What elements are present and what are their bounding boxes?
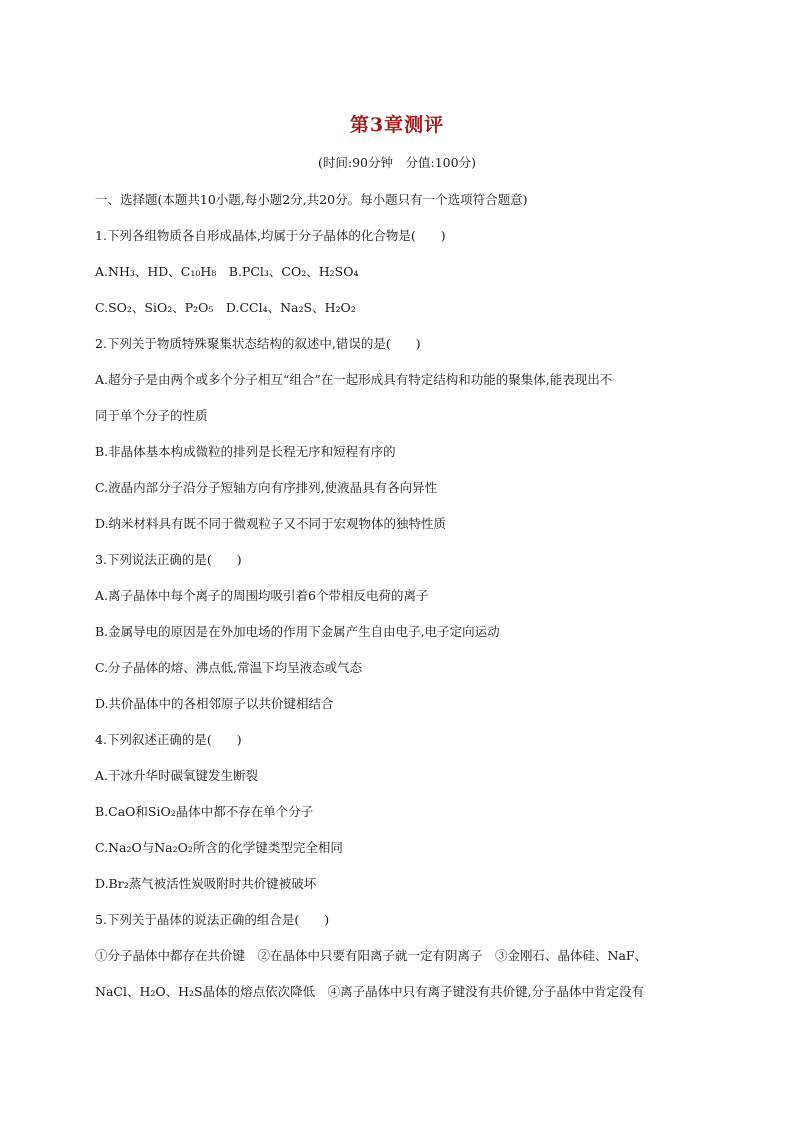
question-2-stem: 2.下列关于物质特殊聚集状态结构的叙述中,错误的是( ) (95, 336, 421, 351)
question-3-option-c: C.分子晶体的熔、沸点低,常温下均呈液态或气态 (95, 660, 363, 675)
question-4-option-b: B.CaO和SiO₂晶体中都不存在单个分子 (95, 804, 314, 819)
question-2-option-a-cont: 同于单个分子的性质 (95, 408, 208, 423)
question-3-stem: 3.下列说法正确的是( ) (95, 552, 242, 567)
question-4-option-a: A.干冰升华时碳氧键发生断裂 (95, 768, 259, 783)
question-4-option-c: C.Na₂O与Na₂O₂所含的化学键类型完全相同 (95, 840, 343, 855)
question-1-option-cd: C.SO₂、SiO₂、P₂O₅ D.CCl₄、Na₂S、H₂O₂ (95, 300, 356, 315)
question-1-option-ab: A.NH₃、HD、C₁₀H₈ B.PCl₃、CO₂、H₂SO₄ (95, 264, 359, 279)
section-heading: 一、选择题(本题共10小题,每小题2分,共20分。每小题只有一个选项符合题意) (95, 192, 528, 207)
question-5-statements-line-1: ①分子晶体中都存在共价键 ②在晶体中只要有阳离子就一定有阴离子 ③金刚石、晶体硅、NaF、 (95, 948, 648, 963)
question-5-stem: 5.下列关于晶体的说法正确的组合是( ) (95, 912, 330, 927)
question-2-option-d: D.纳米材料具有既不同于微观粒子又不同于宏观物体的独特性质 (95, 516, 447, 531)
question-3-option-b: B.金属导电的原因是在外加电场的作用下金属产生自由电子,电子定向运动 (95, 624, 500, 639)
question-4-stem: 4.下列叙述正确的是( ) (95, 732, 242, 747)
question-2-option-c: C.液晶内部分子沿分子短轴方向有序排列,使液晶具有各向异性 (95, 480, 438, 495)
question-1-stem: 1.下列各组物质各自形成晶体,均属于分子晶体的化合物是( ) (95, 228, 446, 243)
question-2-option-b: B.非晶体基本构成微粒的排列是长程无序和短程有序的 (95, 444, 396, 459)
exam-info: (时间:90分钟 分值:100分) (318, 155, 476, 170)
question-3-option-a: A.离子晶体中每个离子的周围均吸引着6个带相反电荷的离子 (95, 588, 429, 603)
page-title: 第3章测评 (349, 114, 445, 136)
question-3-option-d: D.共价晶体中的各相邻原子以共价键相结合 (95, 696, 334, 711)
question-2-option-a: A.超分子是由两个或多个分子相互“组合”在一起形成具有特定结构和功能的聚集体,能表现出不 (95, 372, 613, 387)
question-4-option-d: D.Br₂蒸气被活性炭吸附时共价键被破坏 (95, 876, 317, 891)
question-5-statements-line-2: NaCl、H₂O、H₂S晶体的熔点依次降低 ④离子晶体中只有离子键没有共价键,分子晶体中肯定没有 (95, 984, 645, 999)
